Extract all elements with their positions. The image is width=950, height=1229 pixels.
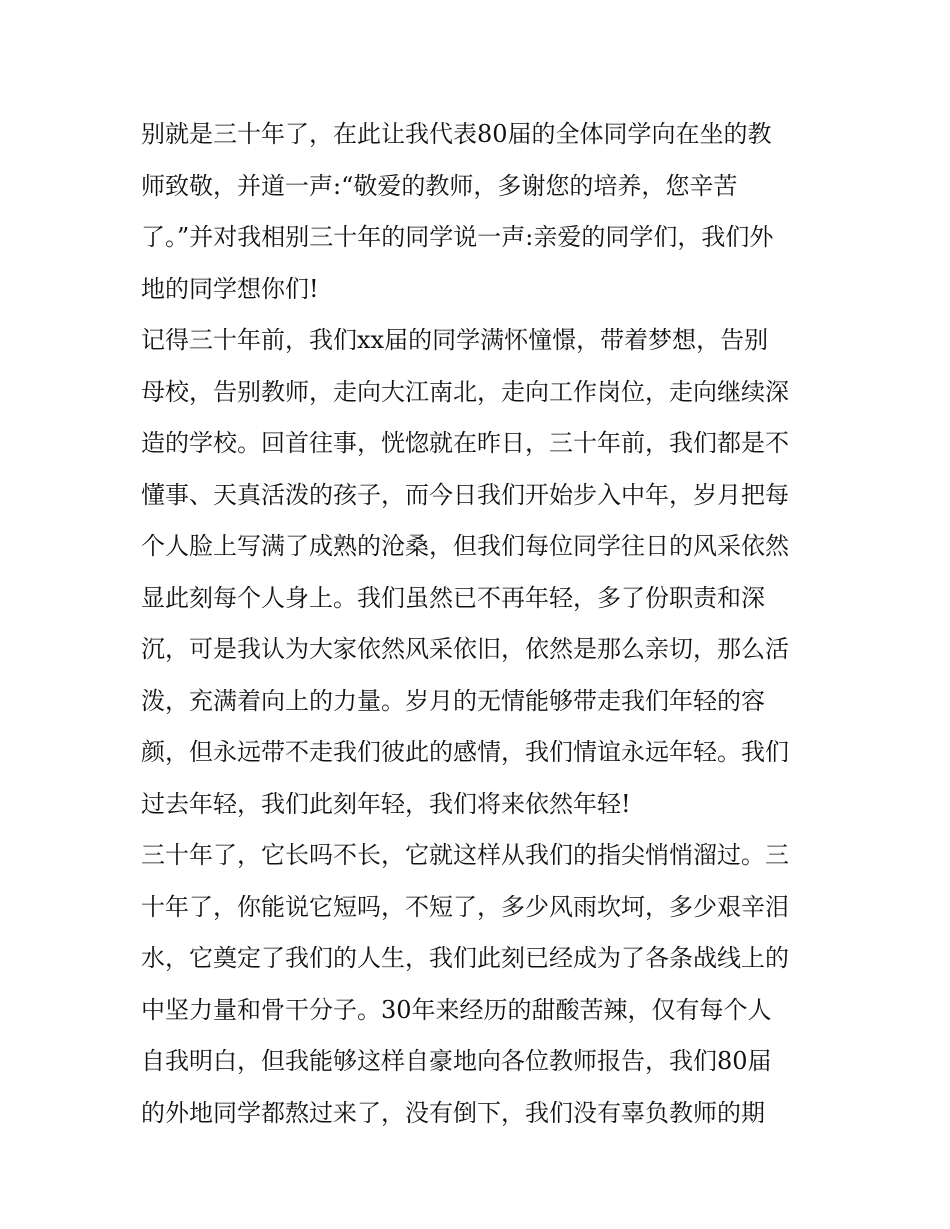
- text-line: 颜，但永远带不走我们彼此的感情，我们情谊永远年轻。我们: [141, 738, 789, 766]
- text-line: 水，它奠定了我们的人生，我们此刻已经成为了各条战线上的: [141, 944, 789, 972]
- text-line: 母校，告别教师，走向大江南北，走向工作岗位，走向继续深: [141, 377, 789, 406]
- text-line: 记得三十年前，我们xx届的同学满怀憧憬，带着梦想，告别: [141, 326, 769, 354]
- text-line: 师致敬，并道一声:“敬爱的教师，多谢您的培养，您辛苦: [141, 171, 738, 200]
- text-line: 泼，充满着向上的力量。岁月的无情能够带走我们年轻的容: [141, 686, 765, 715]
- text-line: 沉，可是我认为大家依然风采依旧，依然是那么亲切，那么活: [141, 635, 789, 663]
- text-line: 中坚力量和骨干分子。30年来经历的甜酸苦辣，仅有每个人: [141, 995, 772, 1024]
- text-line: 三十年了，它长吗不长，它就这样从我们的指尖悄悄溜过。三: [141, 841, 789, 869]
- text-line: 自我明白，但我能够这样自豪地向各位教师报告，我们80届: [141, 1047, 772, 1075]
- text-line: 别就是三十年了，在此让我代表80届的全体同学向在坐的教: [141, 120, 772, 148]
- text-line: 地的同学想你们!: [141, 274, 319, 303]
- text-line: 的外地同学都熬过来了，没有倒下，我们没有辜负教师的期: [141, 1098, 765, 1127]
- text-line: 造的学校。回首往事，恍惚就在昨日，三十年前，我们都是不: [141, 429, 789, 457]
- text-line: 过去年轻，我们此刻年轻，我们将来依然年轻!: [141, 789, 631, 818]
- text-line: 了。”并对我相别三十年的同学说一声:亲爱的同学们，我们外: [141, 223, 774, 251]
- text-line: 十年了，你能说它短吗，不短了，多少风雨坎坷，多少艰辛泪: [141, 892, 789, 921]
- text-line: 懂事、天真活泼的孩子，而今日我们开始步入中年，岁月把每: [141, 480, 789, 509]
- body-text: [141, 109, 821, 1139]
- text-line: 显此刻每个人身上。我们虽然已不再年轻，多了份职责和深: [141, 583, 765, 612]
- text-line: 个人脸上写满了成熟的沧桑，但我们每位同学往日的风采依然: [141, 532, 789, 560]
